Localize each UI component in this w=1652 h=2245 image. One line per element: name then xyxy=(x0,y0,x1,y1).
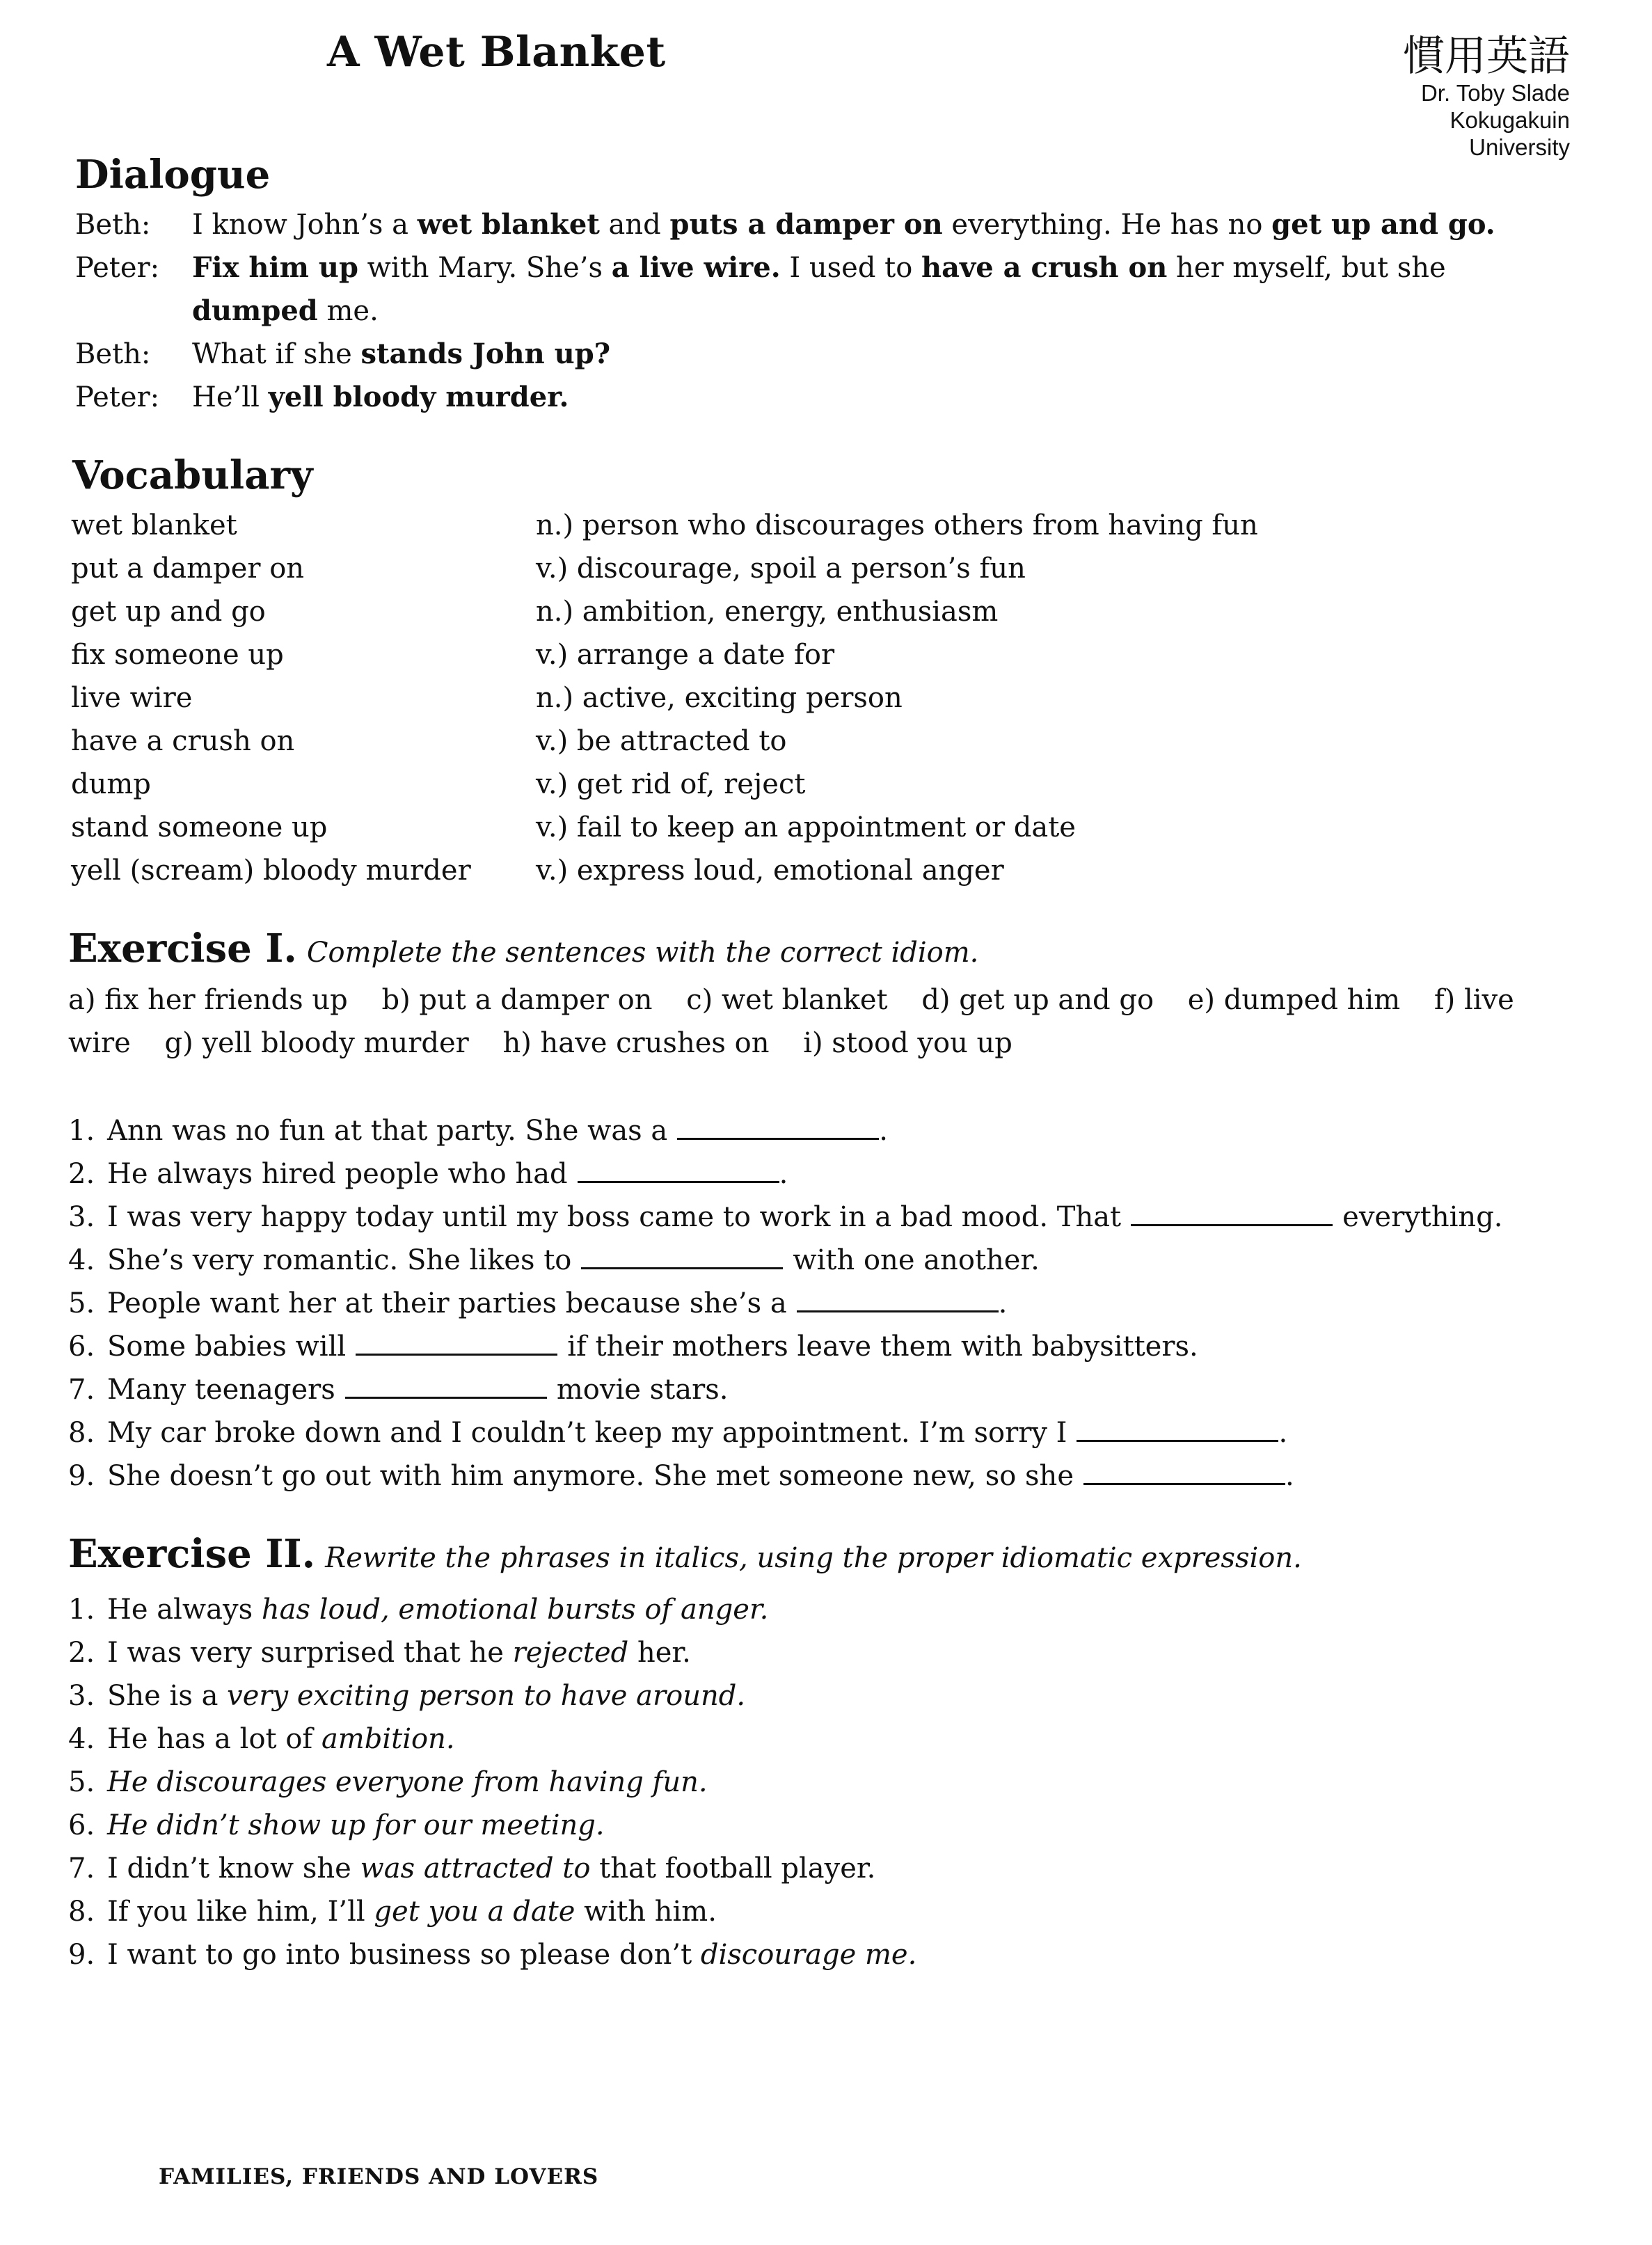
question-text xyxy=(107,1282,1007,1325)
exercise1-question xyxy=(68,1239,1599,1282)
question-after: everything. xyxy=(1342,1201,1503,1233)
vocabulary-definition: n.) ambition, energy, enthusiasm xyxy=(536,596,999,628)
vocabulary-term: have a crush on xyxy=(71,725,295,757)
item-text xyxy=(107,1588,768,1631)
exercise1-question xyxy=(68,1152,1599,1196)
question-before: She’s very romantic. She likes to xyxy=(107,1244,572,1276)
dialogue-line xyxy=(75,203,1578,246)
vocabulary-row xyxy=(71,763,1463,806)
vocabulary-definition: v.) be attracted to xyxy=(536,725,787,757)
italic-phrase: rejected xyxy=(512,1637,629,1669)
exercise1-instruction: Complete the sentences with the correct idiom. xyxy=(306,937,979,969)
answer-blank xyxy=(578,1157,779,1183)
question-text xyxy=(107,1239,1040,1282)
question-number: 1. xyxy=(68,1115,95,1147)
italic-phrase: He discourages everyone from having fun. xyxy=(107,1766,708,1798)
question-before: Some babies will xyxy=(107,1331,347,1363)
item-text xyxy=(107,1718,455,1761)
exercise2-item xyxy=(68,1588,1599,1631)
dialogue-speech xyxy=(192,203,1578,246)
answer-blank xyxy=(677,1114,879,1140)
dialogue-speaker: Beth: xyxy=(75,209,151,241)
dialogue-line xyxy=(75,246,1578,333)
vocabulary-row xyxy=(71,806,1463,849)
exercise2-instruction: Rewrite the phrases in italics, using the proper idiomatic expression. xyxy=(325,1542,1302,1574)
italic-phrase: was attracted to xyxy=(360,1853,591,1885)
question-before: Many teenagers xyxy=(107,1374,335,1406)
question-after: movie stars. xyxy=(556,1374,729,1406)
question-text xyxy=(107,1325,1198,1368)
vocabulary-term: get up and go xyxy=(71,596,266,628)
exercise2-item xyxy=(68,1718,1599,1761)
italic-phrase: get you a date xyxy=(374,1896,575,1928)
dialogue-line xyxy=(75,376,1578,419)
question-text xyxy=(107,1368,728,1411)
item-plain-text: I was very surprised that he xyxy=(107,1637,513,1669)
exercise2-item xyxy=(68,1847,1599,1890)
dialogue-line xyxy=(75,333,1578,376)
item-plain-text: with him. xyxy=(575,1896,717,1928)
exercise1-question xyxy=(68,1325,1599,1368)
exercise2-item xyxy=(68,1933,1599,1976)
vocabulary-heading: Vocabulary xyxy=(72,452,313,498)
dialogue-text: I used to xyxy=(780,252,922,284)
vocabulary-term: stand someone up xyxy=(71,811,328,843)
question-number: 4. xyxy=(68,1244,95,1276)
idiom-bold: get up and go. xyxy=(1271,208,1495,241)
question-before: She doesn’t go out with him anymore. She met someone new, so she xyxy=(107,1460,1074,1492)
item-text xyxy=(107,1933,916,1976)
item-number: 3. xyxy=(68,1680,95,1712)
course-title-jp: 慣用英語 xyxy=(1403,32,1570,81)
item-number: 8. xyxy=(68,1896,95,1928)
exercise2-item xyxy=(68,1804,1599,1847)
question-number: 8. xyxy=(68,1417,95,1449)
exercise1-heading: Exercise I. xyxy=(68,926,297,971)
item-text xyxy=(107,1761,708,1804)
choice-option: f) live wire xyxy=(68,984,1514,1059)
item-plain-text: He always xyxy=(107,1594,262,1626)
dialogue-text: with Mary. She’s xyxy=(358,252,612,284)
answer-blank xyxy=(356,1330,557,1356)
item-number: 7. xyxy=(68,1853,95,1885)
exercise2-item xyxy=(68,1890,1599,1933)
vocabulary-term: live wire xyxy=(71,682,193,714)
author-name: Dr. Toby Slade xyxy=(1420,80,1570,106)
item-plain-text: I didn’t know she xyxy=(107,1853,360,1885)
vocabulary-definition: n.) active, exciting person xyxy=(536,682,903,714)
answer-blank xyxy=(1131,1200,1333,1226)
item-plain-text: that football player. xyxy=(590,1853,876,1885)
exercise1-questions xyxy=(68,1109,1599,1498)
item-text xyxy=(107,1674,745,1718)
italic-phrase: has loud, emotional bursts of anger. xyxy=(261,1594,769,1626)
vocabulary-term: wet blanket xyxy=(71,509,237,541)
question-after: . xyxy=(998,1287,1008,1319)
item-number: 9. xyxy=(68,1939,95,1971)
question-text xyxy=(107,1109,888,1152)
dialogue-speech xyxy=(192,376,1578,419)
exercise1-header xyxy=(68,926,978,971)
italic-phrase: He didn’t show up for our meeting. xyxy=(107,1809,605,1841)
italic-phrase: ambition. xyxy=(321,1723,455,1755)
item-text xyxy=(107,1847,875,1890)
answer-blank xyxy=(345,1373,547,1399)
vocabulary-row xyxy=(71,676,1463,720)
question-number: 5. xyxy=(68,1287,95,1319)
vocabulary-definition: v.) arrange a date for xyxy=(536,639,835,671)
page-footer: FAMILIES, FRIENDS AND LOVERS xyxy=(159,2164,599,2189)
question-text xyxy=(107,1411,1287,1454)
dialogue-heading: Dialogue xyxy=(75,152,271,198)
question-after: . xyxy=(1278,1417,1288,1449)
item-text xyxy=(107,1890,717,1933)
vocabulary-definition: n.) person who discourages others from having fun xyxy=(536,509,1258,541)
question-number: 7. xyxy=(68,1374,95,1406)
question-before: He always hired people who had xyxy=(107,1158,568,1190)
question-after: if their mothers leave them with babysitters. xyxy=(567,1331,1198,1363)
choice-option: e) dumped him xyxy=(1187,984,1401,1016)
choice-option: c) wet blanket xyxy=(686,984,888,1016)
answer-blank xyxy=(1083,1459,1285,1485)
italic-phrase: discourage me. xyxy=(700,1939,917,1971)
idiom-bold: puts a damper on xyxy=(669,208,943,241)
answer-blank xyxy=(797,1287,999,1312)
item-number: 2. xyxy=(68,1637,95,1669)
dialogue-text: and xyxy=(599,209,670,241)
dialogue-text: I know John’s a xyxy=(192,209,418,241)
exercise1-choices xyxy=(68,978,1585,1065)
question-before: People want her at their parties because she’s a xyxy=(107,1287,787,1319)
vocabulary-row xyxy=(71,504,1463,547)
question-number: 2. xyxy=(68,1158,95,1190)
item-text xyxy=(107,1804,605,1847)
dialogue-speech xyxy=(192,333,1578,376)
dialogue-section xyxy=(75,203,1578,419)
vocabulary-term: fix someone up xyxy=(71,639,284,671)
vocabulary-definition: v.) express loud, emotional anger xyxy=(536,855,1004,887)
answer-blank xyxy=(1077,1416,1278,1442)
vocabulary-row xyxy=(71,633,1463,676)
exercise2-heading: Exercise II. xyxy=(68,1531,316,1577)
exercise1-question xyxy=(68,1196,1599,1239)
vocabulary-row xyxy=(71,720,1463,763)
vocabulary-term: dump xyxy=(71,768,151,800)
question-number: 3. xyxy=(68,1201,95,1233)
vocabulary-row xyxy=(71,849,1463,892)
vocabulary-term: put a damper on xyxy=(71,553,305,585)
exercise2-item xyxy=(68,1761,1599,1804)
vocabulary-row xyxy=(71,547,1463,590)
choice-option: i) stood you up xyxy=(803,1027,1012,1059)
exercise1-question xyxy=(68,1282,1599,1325)
idiom-bold: dumped xyxy=(192,294,318,327)
dialogue-text: me. xyxy=(317,295,379,327)
choice-option: d) get up and go xyxy=(921,984,1154,1016)
idiom-bold: have a crush on xyxy=(921,251,1168,284)
question-before: I was very happy today until my boss came to work in a bad mood. That xyxy=(107,1201,1122,1233)
dialogue-speech xyxy=(192,246,1578,333)
item-number: 1. xyxy=(68,1594,95,1626)
vocabulary-definition: v.) get rid of, reject xyxy=(536,768,806,800)
dialogue-text: her myself, but she xyxy=(1167,252,1446,284)
question-after: . xyxy=(779,1158,788,1190)
dialogue-speaker: Peter: xyxy=(75,381,160,413)
italic-phrase: very exciting person to have around. xyxy=(227,1680,746,1712)
idiom-bold: wet blanket xyxy=(417,208,600,241)
vocabulary-definition: v.) discourage, spoil a person’s fun xyxy=(536,553,1026,585)
vocabulary-term: yell (scream) bloody murder xyxy=(71,855,471,887)
question-before: My car broke down and I couldn’t keep my appointment. I’m sorry I xyxy=(107,1417,1067,1449)
question-before: Ann was no fun at that party. She was a xyxy=(107,1115,668,1147)
idiom-bold: a live wire. xyxy=(611,251,781,284)
question-text xyxy=(107,1196,1503,1239)
item-plain-text: She is a xyxy=(107,1680,228,1712)
institution-line-2: University xyxy=(1469,134,1570,160)
answer-blank xyxy=(581,1244,783,1269)
item-plain-text: her. xyxy=(628,1637,691,1669)
choice-option: h) have crushes on xyxy=(502,1027,770,1059)
vocabulary-list xyxy=(71,504,1463,892)
choice-option: b) put a damper on xyxy=(381,984,653,1016)
choice-option: a) fix her friends up xyxy=(68,984,348,1016)
item-text xyxy=(107,1631,691,1674)
item-number: 4. xyxy=(68,1723,95,1755)
dialogue-speaker: Peter: xyxy=(75,252,160,284)
dialogue-text: He’ll xyxy=(192,381,269,413)
question-number: 6. xyxy=(68,1331,95,1363)
exercise2-items xyxy=(68,1588,1599,1976)
dialogue-speaker: Beth: xyxy=(75,338,151,370)
exercise1-question xyxy=(68,1109,1599,1152)
course-info xyxy=(1403,33,1570,161)
exercise2-header xyxy=(68,1531,1302,1577)
exercise1-question xyxy=(68,1454,1599,1498)
question-after: . xyxy=(1285,1460,1294,1492)
vocabulary-definition: v.) fail to keep an appointment or date xyxy=(536,811,1076,843)
question-text xyxy=(107,1454,1294,1498)
question-after: with one another. xyxy=(793,1244,1040,1276)
item-plain-text: He has a lot of xyxy=(107,1723,321,1755)
question-text xyxy=(107,1152,788,1196)
exercise2-item xyxy=(68,1674,1599,1718)
page-title: A Wet Blanket xyxy=(327,28,666,77)
idiom-bold: stands John up? xyxy=(360,338,611,370)
exercise2-item xyxy=(68,1631,1599,1674)
vocabulary-row xyxy=(71,590,1463,633)
item-plain-text: I want to go into business so please don’t xyxy=(107,1939,701,1971)
question-after: . xyxy=(879,1115,888,1147)
choice-option: g) yell bloody murder xyxy=(164,1027,469,1059)
exercise1-question xyxy=(68,1411,1599,1454)
dialogue-text: What if she xyxy=(192,338,361,370)
question-number: 9. xyxy=(68,1460,95,1492)
idiom-bold: yell bloody murder. xyxy=(268,381,569,413)
item-number: 5. xyxy=(68,1766,95,1798)
idiom-bold: Fix him up xyxy=(192,251,358,284)
item-number: 6. xyxy=(68,1809,95,1841)
institution-line-1: Kokugakuin xyxy=(1450,107,1570,133)
dialogue-text: everything. He has no xyxy=(942,209,1272,241)
item-plain-text: If you like him, I’ll xyxy=(107,1896,374,1928)
exercise1-question xyxy=(68,1368,1599,1411)
